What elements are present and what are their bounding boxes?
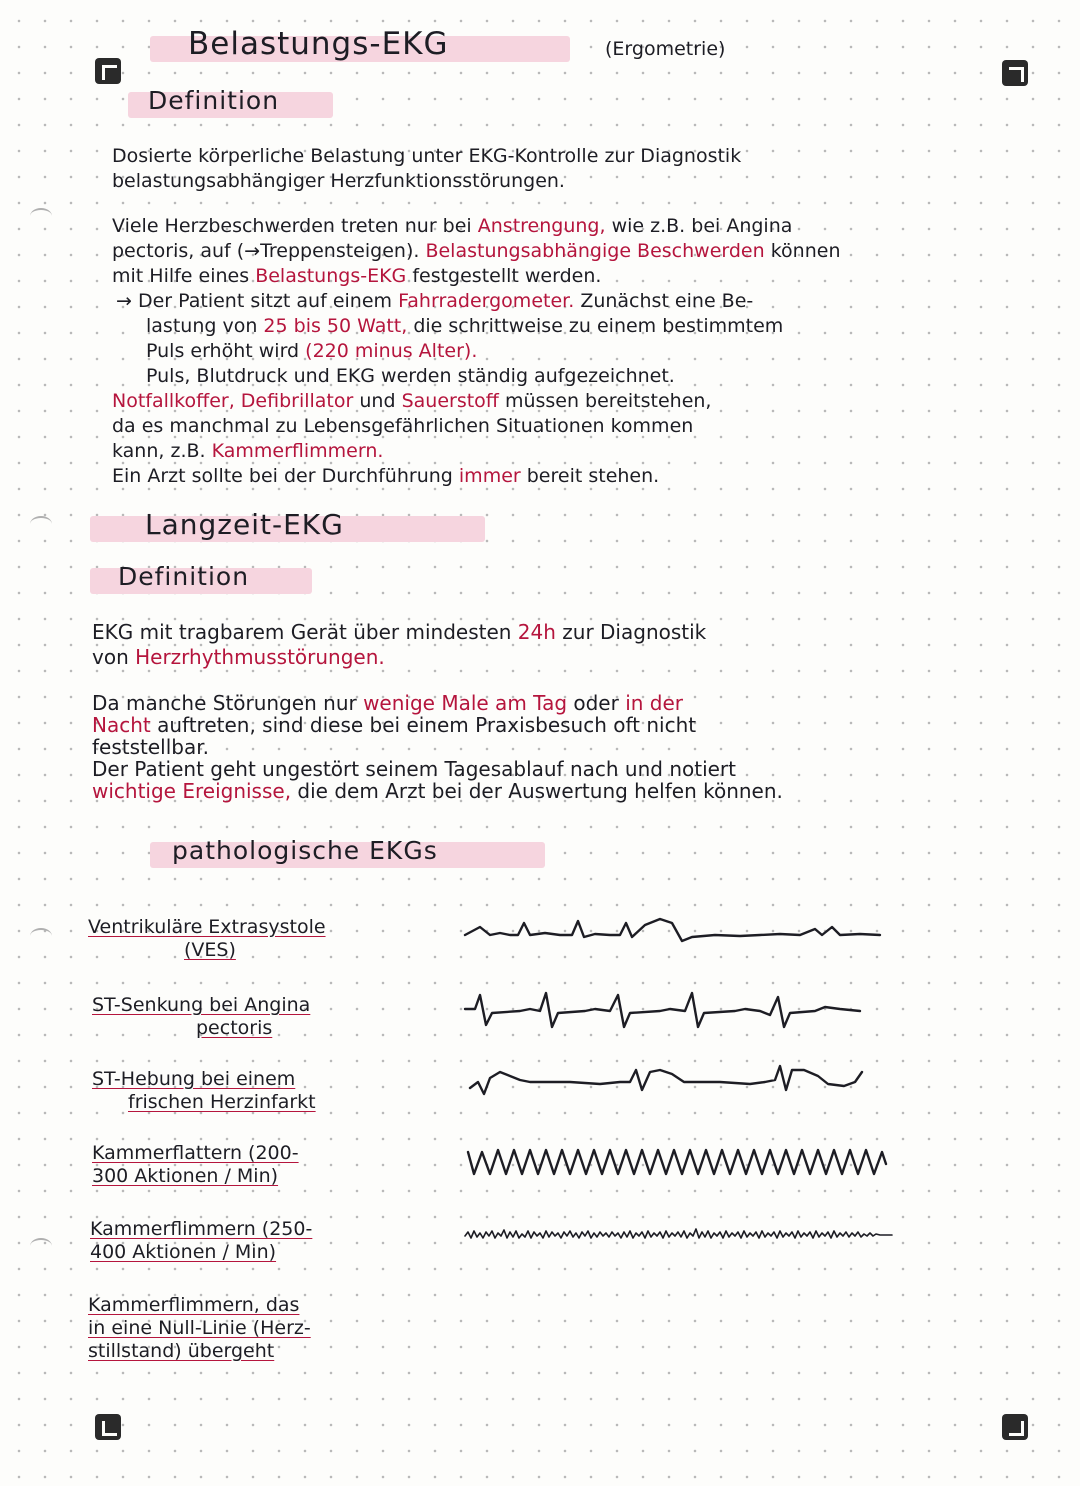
langzeit-definition-text: [92, 620, 706, 670]
text-line: feststellbar.: [92, 735, 209, 759]
corner-bottom-right-icon: [1002, 1414, 1028, 1440]
definition-heading: Definition: [148, 86, 280, 115]
text-line: EKG mit tragbarem Gerät über mindesten 24h zur Diagnostik: [92, 620, 707, 644]
text-line: lastung von 25 bis 50 Watt, die schrittweise zu einem bestimmtem: [146, 315, 784, 337]
text-line: Notfallkoffer, Defibrillator und Sauerstoff müssen bereitstehen,: [112, 390, 712, 412]
pathology-label-kammerflimmern: Kammerflimmern (250- 400 Aktionen / Min): [90, 1218, 313, 1263]
corner-top-left-icon: [95, 58, 121, 84]
pathology-label-nulllinie: Kammerflimmern, das in eine Null-Linie (Herz- stillstand) übergeht: [88, 1294, 311, 1362]
pathologische-heading: pathologische EKGs: [172, 836, 438, 865]
text-line: wichtige Ereignisse, die dem Arzt bei der Auswertung helfen können.: [92, 779, 783, 803]
definition-line: Dosierte körperliche Belastung unter EKG-Kontrolle zur Diagnostik: [112, 145, 742, 167]
text-line: Puls erhöht wird (220 minus Alter).: [146, 340, 478, 362]
text-line: Nacht auftreten, sind diese bei einem Praxisbesuch oft nicht: [92, 713, 697, 737]
ekg-trace-st-hebung: [460, 1060, 900, 1110]
langzeit-paragraph: [92, 692, 783, 802]
ekg-trace-kammerflimmern: [460, 1220, 900, 1250]
text-line: kann, z.B. Kammerflimmern.: [112, 440, 384, 462]
margin-punch-mark: [30, 928, 52, 944]
text-line: Da manche Störungen nur wenige Male am Tag oder in der: [92, 691, 684, 715]
ekg-trace-ves: [460, 905, 900, 955]
langzeit-heading: Langzeit-EKG: [145, 508, 344, 541]
margin-punch-mark: [30, 516, 52, 532]
text-line: Puls, Blutdruck und EKG werden ständig aufgezeichnet.: [146, 365, 675, 387]
text-line: da es manchmal zu Lebensgefährlichen Situationen kommen: [112, 415, 694, 437]
margin-punch-mark: [30, 208, 52, 224]
belastung-paragraph: [112, 214, 1052, 489]
langzeit-definition-heading: Definition: [118, 562, 250, 591]
text-line: pectoris, auf (→Treppensteigen). Belastungsabhängige Beschwerden können: [112, 240, 841, 262]
text-line: Ein Arzt sollte bei der Durchführung immer bereit stehen.: [112, 465, 660, 487]
page-subtitle: (Ergometrie): [605, 38, 726, 60]
pathology-label-kammerflattern: Kammerflattern (200- 300 Aktionen / Min): [92, 1142, 299, 1187]
corner-bottom-left-icon: [95, 1414, 121, 1440]
definition-line: belastungsabhängiger Herzfunktionsstörungen.: [112, 170, 565, 192]
ekg-trace-st-senkung: [460, 985, 900, 1035]
text-line: → Der Patient sitzt auf einem Fahrradergometer. Zunächst eine Be-: [116, 290, 754, 312]
definition-text: [112, 144, 741, 194]
pathology-label-st-hebung: ST-Hebung bei einem frischen Herzinfarkt: [92, 1068, 316, 1113]
page-title: Belastungs-EKG: [188, 26, 449, 62]
text-line: Viele Herzbeschwerden treten nur bei Anstrengung, wie z.B. bei Angina: [112, 215, 793, 237]
text-line: von Herzrhythmusstörungen.: [92, 645, 385, 669]
corner-top-right-icon: [1002, 60, 1028, 86]
text-line: mit Hilfe eines Belastungs-EKG festgestellt werden.: [112, 265, 602, 287]
text-line: Der Patient geht ungestört seinem Tagesablauf nach und notiert: [92, 757, 736, 781]
pathology-label-st-senkung: ST-Senkung bei Angina pectoris: [92, 994, 311, 1039]
margin-punch-mark: [30, 1238, 52, 1254]
pathology-label-ves: Ventrikuläre Extrasystole (VES): [88, 916, 326, 961]
ekg-trace-kammerflattern: [460, 1138, 900, 1188]
